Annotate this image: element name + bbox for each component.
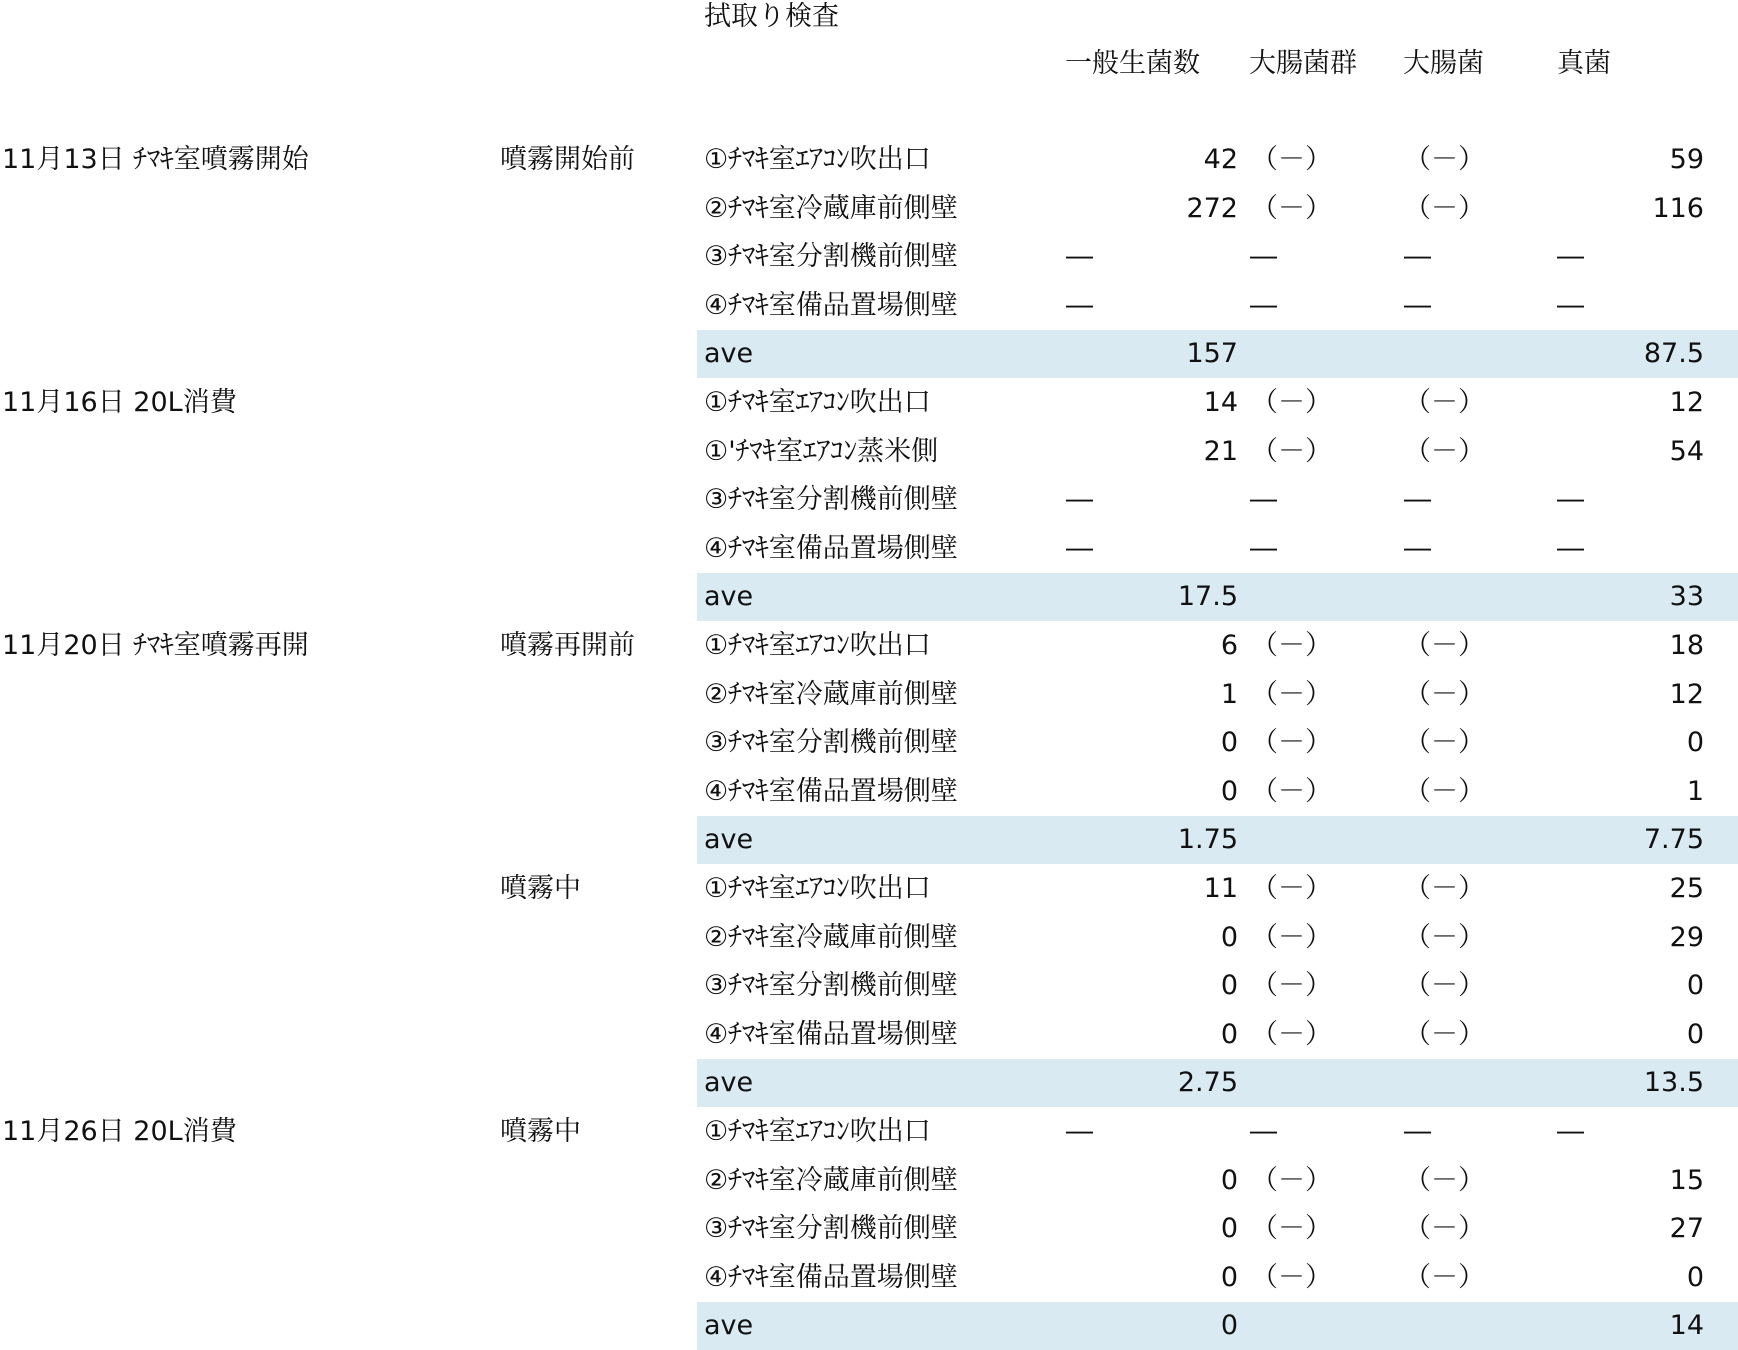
dash-coliform: ― <box>1250 484 1277 515</box>
ecoli-result: （－） <box>1404 1262 1485 1293</box>
ave-label: ave <box>704 1310 754 1341</box>
ave-fungi-count: 33 <box>1669 581 1704 612</box>
sheet-title: 拭取り検査 <box>704 1 839 32</box>
phase-label: 噴霧中 <box>500 1116 581 1147</box>
coliform-result: （－） <box>1251 679 1332 710</box>
ecoli-result: （－） <box>1404 1165 1485 1196</box>
dash-ecoli: ― <box>1404 484 1431 515</box>
phase-label: 噴霧中 <box>500 873 581 904</box>
ave-label: ave <box>704 581 754 612</box>
sampling-location: ①ﾁﾏｷ室ｴｱｺﾝ吹出口 <box>704 387 931 418</box>
dash-ecoli: ― <box>1404 290 1431 321</box>
fungi-count: 29 <box>1669 922 1704 953</box>
ecoli-result: （－） <box>1404 144 1485 175</box>
coliform-result: （－） <box>1251 387 1332 418</box>
date-label: 11月16日 20L消費 <box>2 387 237 418</box>
sampling-location: ④ﾁﾏｷ室備品置場側壁 <box>704 1019 958 1050</box>
coliform-result: （－） <box>1251 630 1332 661</box>
ave-fungi-count: 7.75 <box>1643 824 1704 855</box>
fungi-count: 27 <box>1669 1213 1704 1244</box>
general-bacteria-count: 11 <box>1203 873 1238 904</box>
dash-fungi: ― <box>1557 1116 1584 1147</box>
dash-general: ― <box>1066 290 1093 321</box>
general-bacteria-count: 14 <box>1203 387 1238 418</box>
ecoli-result: （－） <box>1404 922 1485 953</box>
dash-general: ― <box>1066 533 1093 564</box>
dash-fungi: ― <box>1557 290 1584 321</box>
sampling-location: ③ﾁﾏｷ室分割機前側壁 <box>704 484 958 515</box>
column-header-general-bacteria: 一般生菌数 <box>1065 48 1200 79</box>
ave-general-count: 0 <box>1220 1310 1238 1341</box>
fungi-count: 25 <box>1669 873 1704 904</box>
sampling-location: ④ﾁﾏｷ室備品置場側壁 <box>704 533 958 564</box>
fungi-count: 0 <box>1686 727 1704 758</box>
ecoli-result: （－） <box>1404 1213 1485 1244</box>
dash-ecoli: ― <box>1404 241 1431 272</box>
coliform-result: （－） <box>1251 1019 1332 1050</box>
ave-general-count: 157 <box>1186 338 1238 369</box>
ave-general-count: 17.5 <box>1177 581 1238 612</box>
sampling-location: ②ﾁﾏｷ室冷蔵庫前側壁 <box>704 679 958 710</box>
general-bacteria-count: 42 <box>1203 144 1238 175</box>
sampling-location: ②ﾁﾏｷ室冷蔵庫前側壁 <box>704 922 958 953</box>
ecoli-result: （－） <box>1404 776 1485 807</box>
general-bacteria-count: 0 <box>1220 970 1238 1001</box>
ecoli-result: （－） <box>1404 436 1485 467</box>
dash-coliform: ― <box>1250 241 1277 272</box>
fungi-count: 0 <box>1686 1262 1704 1293</box>
ave-fungi-count: 87.5 <box>1643 338 1704 369</box>
ave-label: ave <box>704 338 754 369</box>
fungi-count: 59 <box>1669 144 1704 175</box>
ave-label: ave <box>704 1067 754 1098</box>
date-label: 11月26日 20L消費 <box>2 1116 237 1147</box>
ave-label: ave <box>704 824 754 855</box>
sampling-location: ③ﾁﾏｷ室分割機前側壁 <box>704 1213 958 1244</box>
sampling-location: ②ﾁﾏｷ室冷蔵庫前側壁 <box>704 1165 958 1196</box>
sampling-location: ③ﾁﾏｷ室分割機前側壁 <box>704 727 958 758</box>
general-bacteria-count: 0 <box>1220 727 1238 758</box>
ecoli-result: （－） <box>1404 387 1485 418</box>
sampling-location: ④ﾁﾏｷ室備品置場側壁 <box>704 1262 958 1293</box>
sampling-location: ①'ﾁﾏｷ室ｴｱｺﾝ蒸米側 <box>704 436 939 467</box>
sampling-location: ①ﾁﾏｷ室ｴｱｺﾝ吹出口 <box>704 873 931 904</box>
ecoli-result: （－） <box>1404 970 1485 1001</box>
dash-coliform: ― <box>1250 290 1277 321</box>
ecoli-result: （－） <box>1404 193 1485 224</box>
date-label: 11月13日 ﾁﾏｷ室噴霧開始 <box>2 144 309 175</box>
dash-general: ― <box>1066 1116 1093 1147</box>
coliform-result: （－） <box>1251 922 1332 953</box>
general-bacteria-count: 0 <box>1220 1165 1238 1196</box>
coliform-result: （－） <box>1251 727 1332 758</box>
general-bacteria-count: 0 <box>1220 922 1238 953</box>
coliform-result: （－） <box>1251 144 1332 175</box>
fungi-count: 116 <box>1652 193 1704 224</box>
dash-coliform: ― <box>1250 1116 1277 1147</box>
general-bacteria-count: 0 <box>1220 1213 1238 1244</box>
fungi-count: 15 <box>1669 1165 1704 1196</box>
fungi-count: 54 <box>1669 436 1704 467</box>
sampling-location: ②ﾁﾏｷ室冷蔵庫前側壁 <box>704 193 958 224</box>
general-bacteria-count: 0 <box>1220 776 1238 807</box>
sampling-location: ④ﾁﾏｷ室備品置場側壁 <box>704 776 958 807</box>
fungi-count: 1 <box>1686 776 1704 807</box>
sampling-location: ④ﾁﾏｷ室備品置場側壁 <box>704 290 958 321</box>
ave-fungi-count: 14 <box>1669 1310 1704 1341</box>
sampling-location: ①ﾁﾏｷ室ｴｱｺﾝ吹出口 <box>704 144 931 175</box>
column-header-fungi: 真菌 <box>1557 48 1611 79</box>
dash-coliform: ― <box>1250 533 1277 564</box>
coliform-result: （－） <box>1251 1262 1332 1293</box>
date-label: 11月20日 ﾁﾏｷ室噴霧再開 <box>2 630 309 661</box>
coliform-result: （－） <box>1251 873 1332 904</box>
dash-fungi: ― <box>1557 533 1584 564</box>
ave-general-count: 1.75 <box>1177 824 1238 855</box>
dash-general: ― <box>1066 241 1093 272</box>
coliform-result: （－） <box>1251 436 1332 467</box>
dash-ecoli: ― <box>1404 533 1431 564</box>
general-bacteria-count: 6 <box>1220 630 1238 661</box>
ecoli-result: （－） <box>1404 630 1485 661</box>
coliform-result: （－） <box>1251 193 1332 224</box>
fungi-count: 12 <box>1669 387 1704 418</box>
fungi-count: 12 <box>1669 679 1704 710</box>
ave-fungi-count: 13.5 <box>1643 1067 1704 1098</box>
dash-ecoli: ― <box>1404 1116 1431 1147</box>
sampling-location: ③ﾁﾏｷ室分割機前側壁 <box>704 241 958 272</box>
phase-label: 噴霧開始前 <box>500 144 635 175</box>
general-bacteria-count: 21 <box>1203 436 1238 467</box>
phase-label: 噴霧再開前 <box>500 630 635 661</box>
sampling-location: ①ﾁﾏｷ室ｴｱｺﾝ吹出口 <box>704 630 931 661</box>
fungi-count: 18 <box>1669 630 1704 661</box>
ecoli-result: （－） <box>1404 679 1485 710</box>
ave-general-count: 2.75 <box>1177 1067 1238 1098</box>
dash-general: ― <box>1066 484 1093 515</box>
dash-fungi: ― <box>1557 484 1584 515</box>
coliform-result: （－） <box>1251 776 1332 807</box>
column-header-coliform: 大腸菌群 <box>1249 48 1357 79</box>
general-bacteria-count: 272 <box>1186 193 1238 224</box>
general-bacteria-count: 1 <box>1220 679 1238 710</box>
fungi-count: 0 <box>1686 1019 1704 1050</box>
sampling-location: ③ﾁﾏｷ室分割機前側壁 <box>704 970 958 1001</box>
general-bacteria-count: 0 <box>1220 1262 1238 1293</box>
coliform-result: （－） <box>1251 1165 1332 1196</box>
coliform-result: （－） <box>1251 1213 1332 1244</box>
general-bacteria-count: 0 <box>1220 1019 1238 1050</box>
ecoli-result: （－） <box>1404 727 1485 758</box>
column-header-ecoli: 大腸菌 <box>1403 48 1484 79</box>
ecoli-result: （－） <box>1404 1019 1485 1050</box>
dash-fungi: ― <box>1557 241 1584 272</box>
coliform-result: （－） <box>1251 970 1332 1001</box>
sampling-location: ①ﾁﾏｷ室ｴｱｺﾝ吹出口 <box>704 1116 931 1147</box>
ecoli-result: （－） <box>1404 873 1485 904</box>
fungi-count: 0 <box>1686 970 1704 1001</box>
